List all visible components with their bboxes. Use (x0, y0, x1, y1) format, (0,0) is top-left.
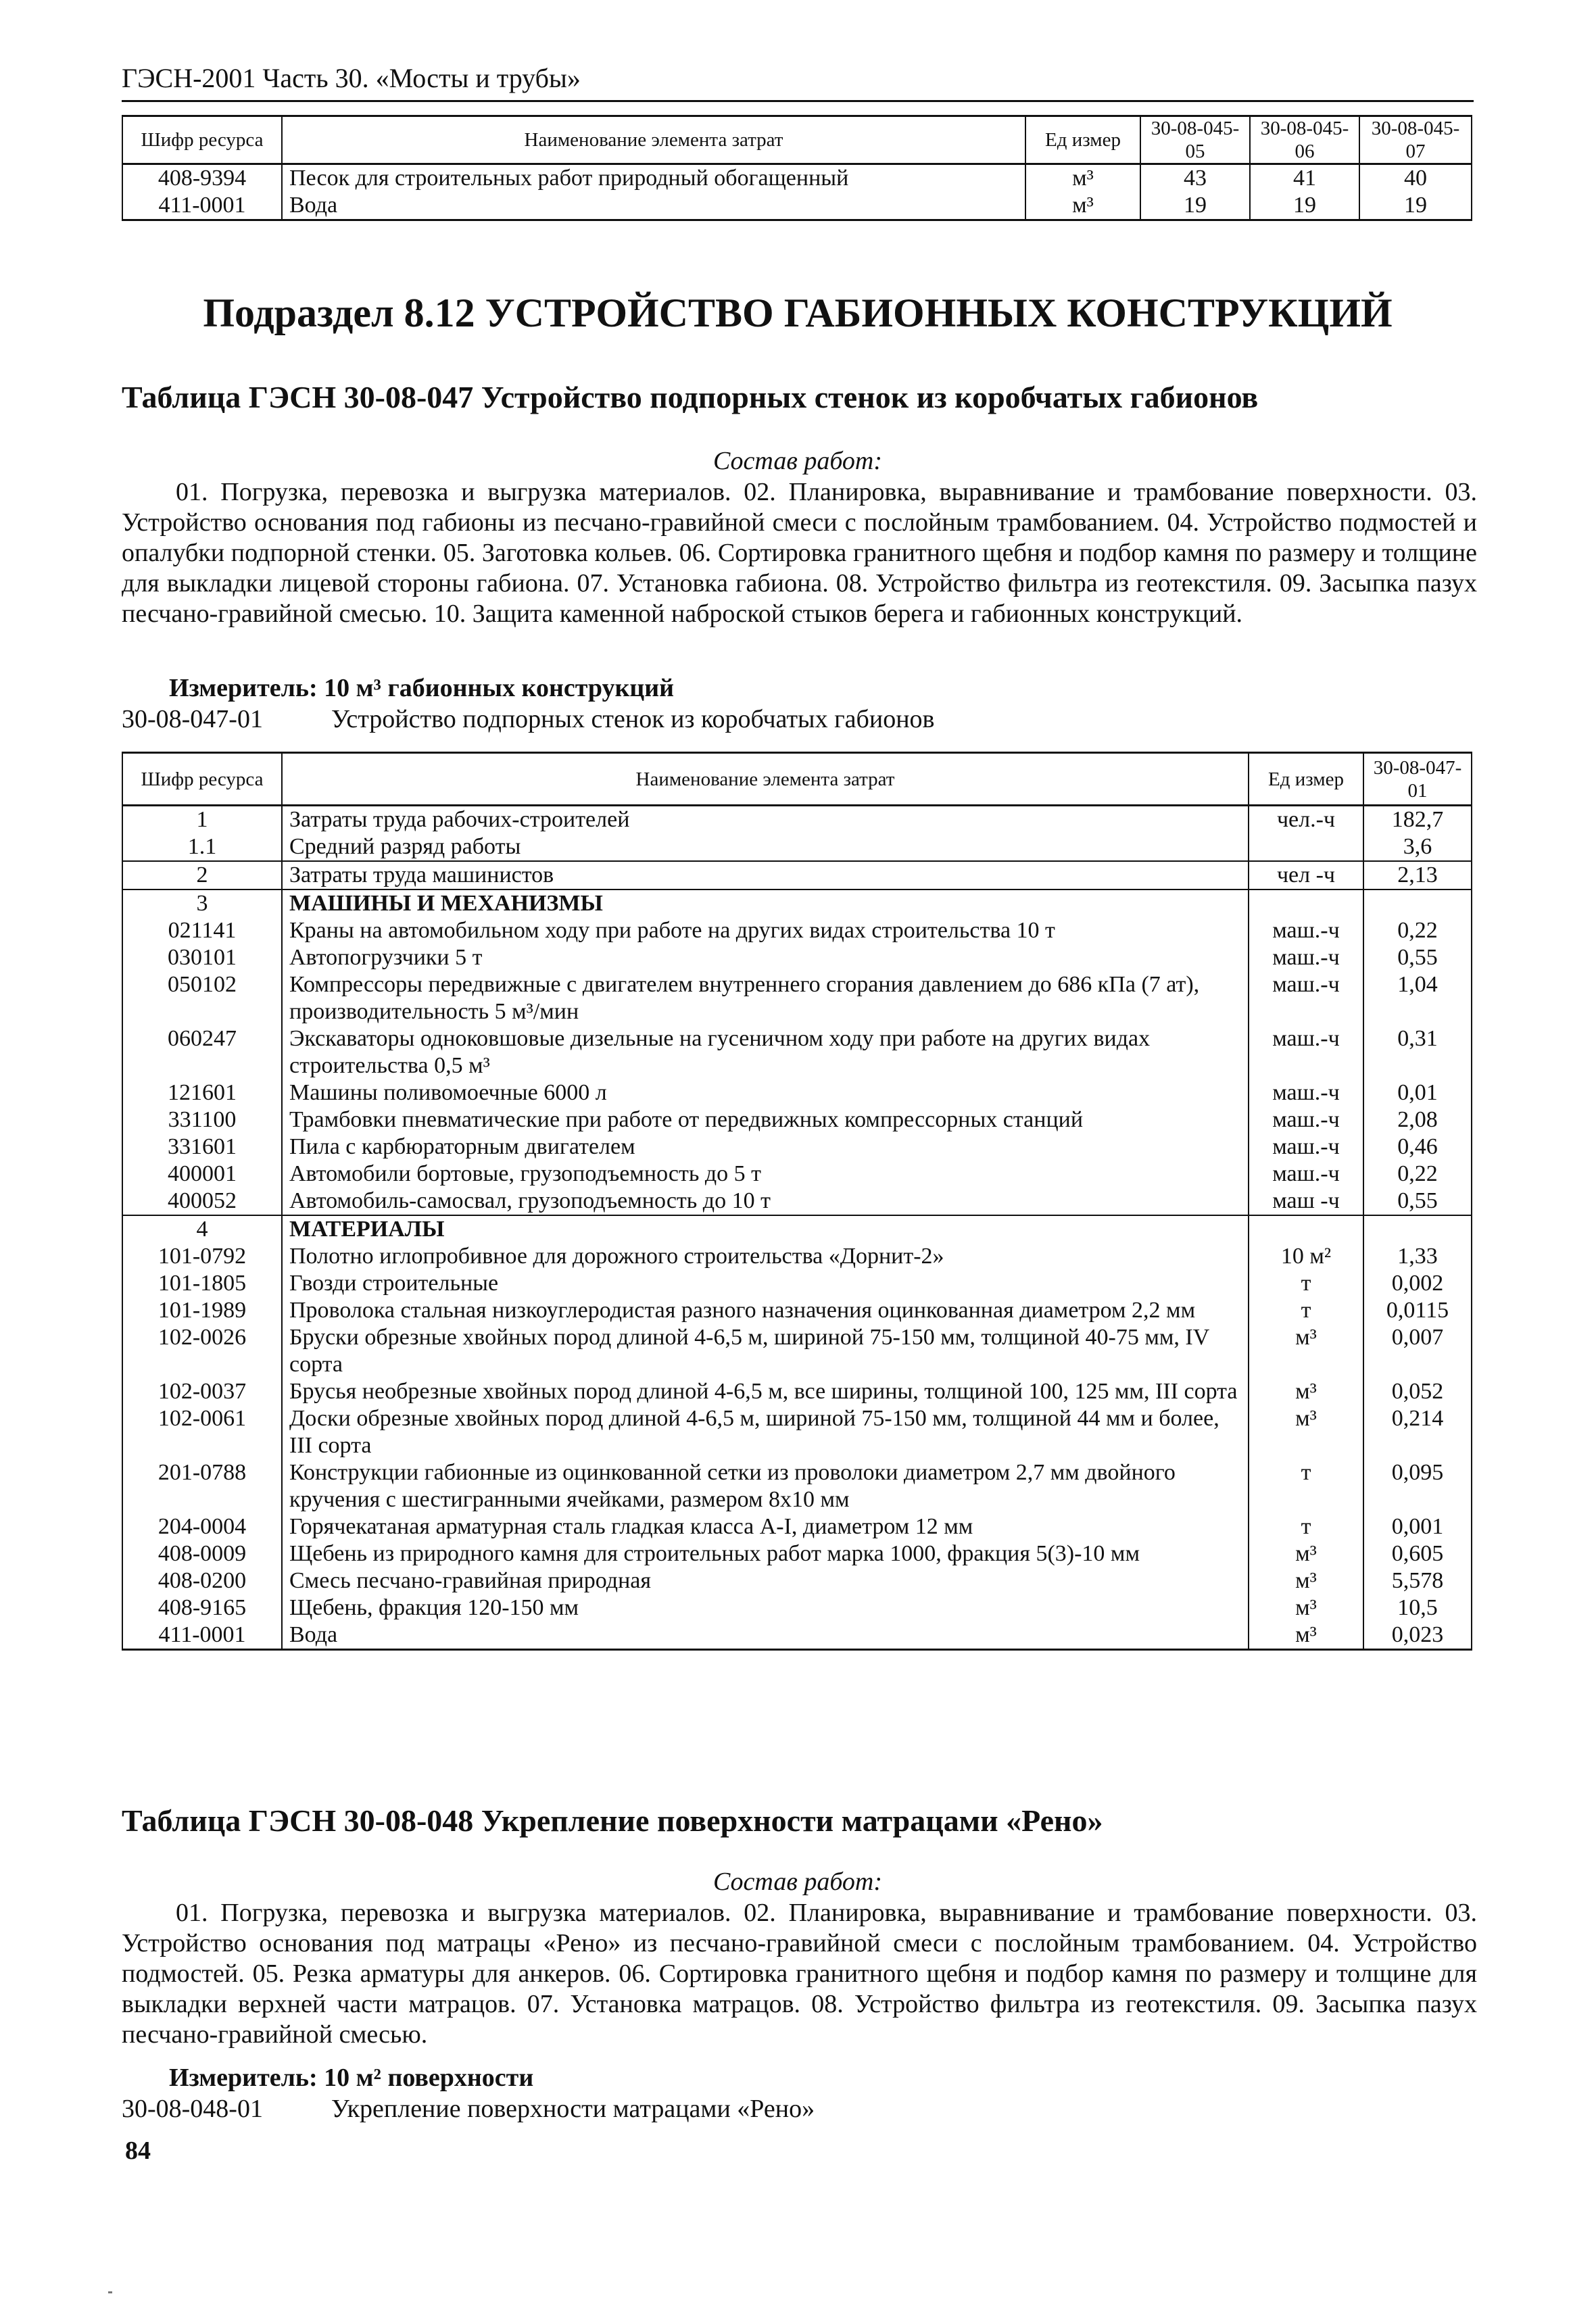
table-row (122, 1215, 1472, 1243)
col-header-code: Шифр ресурса (122, 753, 282, 806)
resource-value: 19 (1140, 192, 1250, 220)
resource-unit: м³ (1249, 1324, 1363, 1378)
resource-unit: маш.-ч (1249, 971, 1363, 1025)
resource-name: Песок для строительных работ природный обогащенный (282, 164, 1025, 193)
col-header-norm: 30-08-047-01 (1363, 753, 1472, 806)
resource-code: 021141 (122, 917, 282, 944)
resource-code: 030101 (122, 944, 282, 971)
table-row (122, 833, 1472, 861)
resource-value: 0,001 (1363, 1513, 1472, 1540)
resource-code: 101-1805 (122, 1270, 282, 1297)
resource-value: 0,214 (1363, 1405, 1472, 1459)
col-header-code: Шифр ресурса (122, 116, 282, 164)
resource-value: 0,007 (1363, 1324, 1472, 1378)
norm-code-line (122, 2094, 815, 2124)
table-row (122, 1459, 1472, 1513)
table-row (122, 1270, 1472, 1297)
resource-unit: м³ (1249, 1378, 1363, 1405)
resource-code: 411-0001 (122, 192, 282, 220)
resource-unit: м³ (1249, 1540, 1363, 1567)
section-title: МАШИНЫ И МЕХАНИЗМЫ (282, 890, 1249, 917)
resource-unit: маш -ч (1249, 1188, 1363, 1215)
resource-code: 408-9165 (122, 1594, 282, 1622)
resource-unit (1249, 1215, 1363, 1243)
resource-code: 201-0788 (122, 1459, 282, 1513)
resource-code: 331100 (122, 1106, 282, 1134)
resource-name: Автомобили бортовые, грузоподъемность до 5 т (282, 1161, 1249, 1188)
resource-value (1363, 890, 1472, 917)
resource-code: 400052 (122, 1188, 282, 1215)
table-row (122, 1378, 1472, 1405)
resource-table-045 (122, 115, 1472, 221)
table-row (122, 1079, 1472, 1106)
table-row (122, 1188, 1472, 1215)
resource-value: 41 (1250, 164, 1359, 193)
resource-value: 0,46 (1363, 1134, 1472, 1161)
resource-name: Гвозди строительные (282, 1270, 1249, 1297)
resource-name: Брусья необрезные хвойных пород длиной 4-6,5 м, все ширины, толщиной 100, 125 мм, III сорта (282, 1378, 1249, 1405)
resource-code: 204-0004 (122, 1513, 282, 1540)
resource-unit: т (1249, 1513, 1363, 1540)
resource-unit: маш.-ч (1249, 1134, 1363, 1161)
running-header: ГЭСН-2001 Часть 30. «Мосты и трубы» (122, 63, 581, 93)
col-header-name: Наименование элемента затрат (282, 116, 1025, 164)
resource-name: Экскаваторы одноковшовые дизельные на гусеничном ходу при работе на других видах строительства 0,5 м³ (282, 1025, 1249, 1079)
resource-value: 10,5 (1363, 1594, 1472, 1622)
col-header-unit: Ед измер (1249, 753, 1363, 806)
resource-name: Краны на автомобильном ходу при работе на других видах строительства 10 т (282, 917, 1249, 944)
resource-value: 0,023 (1363, 1622, 1472, 1650)
table-row (122, 1297, 1472, 1324)
resource-code: 050102 (122, 971, 282, 1025)
resource-unit (1249, 833, 1363, 861)
table-row (122, 1622, 1472, 1650)
resource-value: 0,605 (1363, 1540, 1472, 1567)
resource-code: 102-0026 (122, 1324, 282, 1378)
table-row (122, 1594, 1472, 1622)
resource-name: Полотно иглопробивное для дорожного строительства «Дорнит-2» (282, 1243, 1249, 1270)
works-description: 01. Погрузка, перевозка и выгрузка материалов. 02. Планировка, выравнивание и трамбование поверхности. 03. Устройство основания под габионы из песчано-гравийной смеси с послойным трамбованием. 04. Устройство подмостей и опалубки подпорной стенки. 05. Заготовка кольев. 06. Сортировка гранитного щебня и подбор камня по размеру и толщине для выкладки лицевой стороны габиона. 07. Установка габиона. 08. Устройство фильтра из геотекстиля. 09. Засыпка пазух песчано-гравийной смесью. 10. Защита каменной наброской стыков берега и габионных конструкций. (122, 478, 1477, 628)
resource-name: Машины поливомоечные 6000 л (282, 1079, 1249, 1106)
table-row (122, 1161, 1472, 1188)
resource-value: 19 (1359, 192, 1472, 220)
resource-name: Доски обрезные хвойных пород длиной 4-6,5 м, шириной 75-150 мм, толщиной 44 мм и более, III сорта (282, 1405, 1249, 1459)
resource-name: Смесь песчано-гравийная природная (282, 1567, 1249, 1594)
resource-name: Щебень, фракция 120-150 мм (282, 1594, 1249, 1622)
table-row (122, 164, 1472, 193)
page-number: 84 (125, 2137, 151, 2165)
resource-value: 1,33 (1363, 1243, 1472, 1270)
col-header-norm: 30-08-045-05 (1140, 116, 1250, 164)
table-body (122, 806, 1472, 1650)
table-row (122, 1405, 1472, 1459)
resource-code: 3 (122, 890, 282, 917)
resource-code: 101-0792 (122, 1243, 282, 1270)
resource-value: 0,052 (1363, 1378, 1472, 1405)
resource-unit: маш.-ч (1249, 1025, 1363, 1079)
resource-name: Проволока стальная низкоуглеродистая разного назначения оцинкованная диаметром 2,2 мм (282, 1297, 1249, 1324)
col-header-unit: Ед измер (1025, 116, 1140, 164)
resource-unit: чел.-ч (1249, 806, 1363, 834)
table-047-title: Таблица ГЭСН 30-08-047 Устройство подпорных стенок из коробчатых габионов (122, 380, 1259, 414)
table-row (122, 806, 1472, 834)
resource-name: Затраты труда рабочих-строителей (282, 806, 1249, 834)
resource-code: 2 (122, 861, 282, 890)
resource-unit: м³ (1025, 164, 1140, 193)
resource-unit: маш.-ч (1249, 1161, 1363, 1188)
resource-name: Затраты труда машинистов (282, 861, 1249, 890)
resource-value: 0,22 (1363, 1161, 1472, 1188)
resource-code: 411-0001 (122, 1622, 282, 1650)
resource-code: 1 (122, 806, 282, 834)
resource-value: 2,13 (1363, 861, 1472, 890)
resource-value: 1,04 (1363, 971, 1472, 1025)
resource-code: 102-0037 (122, 1378, 282, 1405)
table-row (122, 1025, 1472, 1079)
resource-unit: маш.-ч (1249, 944, 1363, 971)
table-048-title: Таблица ГЭСН 30-08-048 Укрепление поверхности матрацами «Рено» (122, 1803, 1103, 1838)
table-row (122, 192, 1472, 220)
resource-value: 0,095 (1363, 1459, 1472, 1513)
subsection-title: Подраздел 8.12 УСТРОЙСТВО ГАБИОННЫХ КОНСТРУКЦИЙ (203, 291, 1393, 335)
resource-name: Пила с карбюраторным двигателем (282, 1134, 1249, 1161)
resource-unit: м³ (1249, 1622, 1363, 1650)
norm-code: 30-08-048-01 (122, 2095, 263, 2123)
works-title: Состав работ: (712, 447, 883, 475)
resource-name: Щебень из природного камня для строительных работ марка 1000, фракция 5(3)-10 мм (282, 1540, 1249, 1567)
resource-unit: м³ (1249, 1567, 1363, 1594)
table-row (122, 1243, 1472, 1270)
resource-value: 182,7 (1363, 806, 1472, 834)
resource-unit: маш.-ч (1249, 1079, 1363, 1106)
scan-artifact (108, 2291, 112, 2293)
resource-code: 408-9394 (122, 164, 282, 193)
resource-unit: чел -ч (1249, 861, 1363, 890)
resource-name: Конструкции габионные из оцинкованной сетки из проволоки диаметром 2,7 мм двойного кручения с шестигранными ячейками, размером 8х10 мм (282, 1459, 1249, 1513)
table-row (122, 1540, 1472, 1567)
resource-code: 4 (122, 1215, 282, 1243)
col-header-name: Наименование элемента затрат (282, 753, 1249, 806)
section-title: МАТЕРИАЛЫ (282, 1215, 1249, 1243)
resource-unit: т (1249, 1297, 1363, 1324)
resource-name: Горячекатаная арматурная сталь гладкая класса А-I, диаметром 12 мм (282, 1513, 1249, 1540)
table-row (122, 1134, 1472, 1161)
norm-code-line (122, 704, 934, 734)
resource-code: 408-0009 (122, 1540, 282, 1567)
table-row (122, 917, 1472, 944)
resource-name: Бруски обрезные хвойных пород длиной 4-6,5 м, шириной 75-150 мм, толщиной 40-75 мм, IV сорта (282, 1324, 1249, 1378)
measure-unit: Измеритель: 10 м³ габионных конструкций (169, 674, 675, 702)
table-row (122, 971, 1472, 1025)
resource-value: 43 (1140, 164, 1250, 193)
norm-code: 30-08-047-01 (122, 705, 263, 733)
resource-table-047 (122, 752, 1472, 1651)
resource-value: 0,0115 (1363, 1297, 1472, 1324)
works-title: Состав работ: (712, 1868, 883, 1896)
resource-code: 408-0200 (122, 1567, 282, 1594)
resource-value: 2,08 (1363, 1106, 1472, 1134)
measure-unit: Измеритель: 10 м² поверхности (169, 2064, 534, 2092)
col-header-norm: 30-08-045-06 (1250, 116, 1359, 164)
table-row (122, 1324, 1472, 1378)
resource-code: 400001 (122, 1161, 282, 1188)
resource-value: 0,22 (1363, 917, 1472, 944)
norm-name: Укрепление поверхности матрацами «Рено» (331, 2095, 815, 2123)
table-row (122, 1567, 1472, 1594)
resource-code: 1.1 (122, 833, 282, 861)
resource-value: 5,578 (1363, 1567, 1472, 1594)
resource-unit: м³ (1249, 1405, 1363, 1459)
header-rule (122, 100, 1474, 102)
table-row (122, 944, 1472, 971)
resource-unit: т (1249, 1270, 1363, 1297)
resource-code: 060247 (122, 1025, 282, 1079)
table-row (122, 861, 1472, 890)
resource-unit: м³ (1249, 1594, 1363, 1622)
works-description: 01. Погрузка, перевозка и выгрузка материалов. 02. Планировка, выравнивание и трамбование поверхности. 03. Устройство основания под матрацы «Рено» из песчано-гравийной смеси с послойным трамбованием. 04. Устройство подмостей. 05. Резка арматуры для анкеров. 06. Сортировка гранитного щебня и подбор камня по размеру и толщине для выкладки верхней части матрацов. 07. Установка матрацов. 08. Устройство фильтра из геотекстиля. 09. Засыпка пазух песчано-гравийной смесью. (122, 1899, 1477, 2049)
resource-unit: 10 м² (1249, 1243, 1363, 1270)
resource-name: Автомобиль-самосвал, грузоподъемность до 10 т (282, 1188, 1249, 1215)
norm-name: Устройство подпорных стенок из коробчатых габионов (331, 705, 935, 733)
resource-name: Вода (282, 1622, 1249, 1650)
resource-code: 101-1989 (122, 1297, 282, 1324)
resource-code: 121601 (122, 1079, 282, 1106)
resource-name: Средний разряд работы (282, 833, 1249, 861)
resource-value: 0,55 (1363, 1188, 1472, 1215)
resource-value: 0,01 (1363, 1079, 1472, 1106)
resource-name: Трамбовки пневматические при работе от передвижных компрессорных станций (282, 1106, 1249, 1134)
resource-value: 19 (1250, 192, 1359, 220)
resource-unit (1249, 890, 1363, 917)
resource-name: Компрессоры передвижные с двигателем внутреннего сгорания давлением до 686 кПа (7 ат), производительность 5 м³/мин (282, 971, 1249, 1025)
resource-unit: маш.-ч (1249, 1106, 1363, 1134)
resource-value: 0,002 (1363, 1270, 1472, 1297)
table-row (122, 1106, 1472, 1134)
table-row (122, 1513, 1472, 1540)
resource-unit: т (1249, 1459, 1363, 1513)
resource-code: 331601 (122, 1134, 282, 1161)
resource-value: 3,6 (1363, 833, 1472, 861)
resource-name: Автопогрузчики 5 т (282, 944, 1249, 971)
table-row (122, 890, 1472, 917)
col-header-norm: 30-08-045-07 (1359, 116, 1472, 164)
resource-value: 40 (1359, 164, 1472, 193)
resource-code: 102-0061 (122, 1405, 282, 1459)
resource-unit: маш.-ч (1249, 917, 1363, 944)
resource-unit: м³ (1025, 192, 1140, 220)
resource-value: 0,31 (1363, 1025, 1472, 1079)
resource-name: Вода (282, 192, 1025, 220)
resource-value: 0,55 (1363, 944, 1472, 971)
resource-value (1363, 1215, 1472, 1243)
